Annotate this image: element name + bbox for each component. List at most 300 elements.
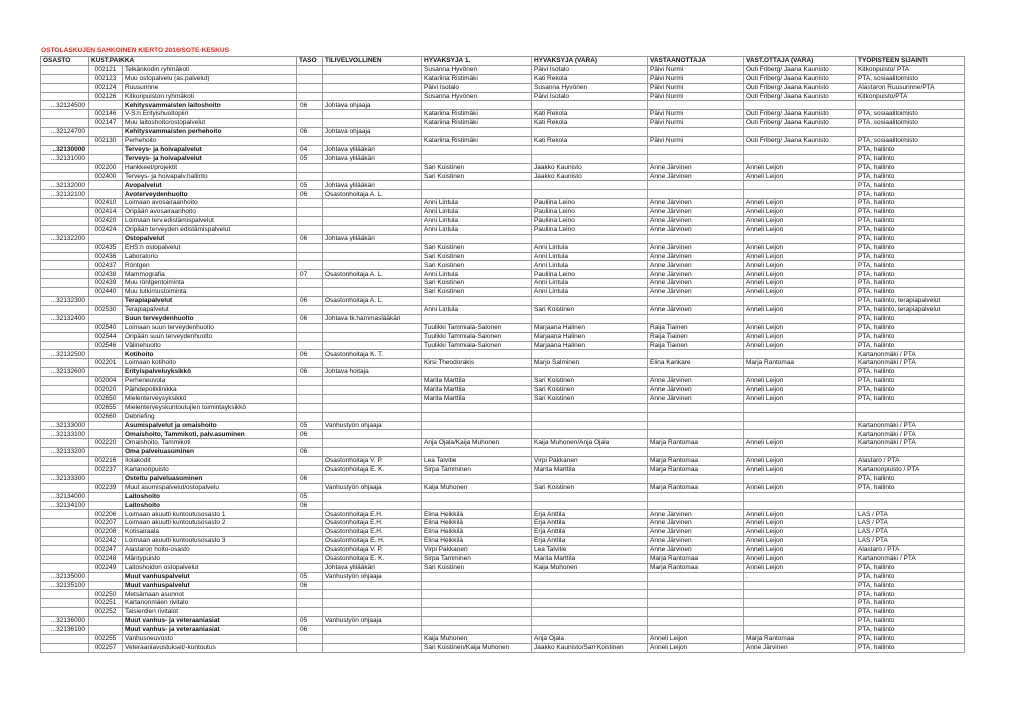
cell-tilivelvollinen — [323, 65, 422, 74]
cell-tilivelvollinen: Johtava hoitaja — [323, 368, 422, 377]
cell-kustannuspaikka-name: Oripään avosairaanhoito — [123, 208, 297, 217]
cell-tyopisteen-sijainti: PTA, hallinto — [856, 643, 965, 652]
cell-tilivelvollinen — [323, 626, 422, 635]
table-row — [41, 519, 965, 528]
cell-tilivelvollinen: Osastonhoitaja E.H. — [323, 519, 422, 528]
table-row — [41, 465, 965, 474]
cell-vastaanottaja: Päivi Nurmi — [648, 83, 744, 92]
cell-kustannuspaikka-name: Taisientien rivitalot — [123, 608, 297, 617]
cell-kustannuspaikka-code: 002424 — [89, 225, 123, 234]
cell-tilivelvollinen: Osastonhoitaja V. P. — [323, 545, 422, 554]
cell-vastaanottaja: Päivi Nurmi — [648, 119, 744, 128]
cell-tyopisteen-sijainti: PTA, hallinto — [856, 252, 965, 261]
cell-tyopisteen-sijainti: PTA, hallinto — [856, 483, 965, 492]
cell-hyvaksyja-vara: Marjaana Halinen — [532, 323, 648, 332]
table-row — [41, 225, 965, 234]
cell-kustannuspaikka-code: 002660 — [89, 412, 123, 421]
cell-hyvaksyja-vara: Marita Marttila — [532, 554, 648, 563]
header-tyopisteen-sijainti: TYÖPISTEEN SIJAINTI — [856, 57, 965, 66]
cell-kustannuspaikka-name: Erityispalveluyksikkö — [123, 368, 297, 377]
cell-hyvaksyja-vara: Sari Koistinen — [532, 394, 648, 403]
cell-kustannuspaikka-code: 002544 — [89, 332, 123, 341]
cell-tilivelvollinen: Osastonhoitaja K. T. — [323, 350, 422, 359]
cell-kustannuspaikka-code: 002216 — [89, 457, 123, 466]
cell-taso — [297, 439, 323, 448]
cell-kustannuspaikka-name: Muu ostopalvelu (as.palvelut) — [123, 74, 297, 83]
cell-vastaanottaja — [648, 190, 744, 199]
cell-tyopisteen-sijainti: Kartanonmäki / PTA — [856, 359, 965, 368]
cell-tilivelvollinen — [323, 217, 422, 226]
cell-kustannuspaikka-code — [89, 572, 123, 581]
cell-vastaanottaja: Anne Järvinen — [648, 288, 744, 297]
cell-kustannuspaikka-name: Omaishoito, Tammikoti, palv.asuminen — [123, 430, 297, 439]
cell-tyopisteen-sijainti: LAS / PTA — [856, 510, 965, 519]
cell-hyvaksyja-1 — [422, 501, 532, 510]
cell-hyvaksyja-1: Sari Koistinen/Kaija Muhonen — [422, 643, 532, 652]
cell-osasto — [41, 643, 89, 652]
cell-tyopisteen-sijainti — [856, 412, 965, 421]
cell-kustannuspaikka-code: 002208 — [89, 528, 123, 537]
table-row-section — [41, 297, 965, 306]
cell-hyvaksyja-vara — [532, 128, 648, 137]
cell-kustannuspaikka-name: Kartanonpuisto — [123, 465, 297, 474]
cell-tyopisteen-sijainti: Kartanonmäki / PTA — [856, 439, 965, 448]
cell-osasto — [41, 243, 89, 252]
cell-vastaanottaja-vara — [744, 430, 856, 439]
cell-kustannuspaikka-code — [89, 190, 123, 199]
cell-hyvaksyja-1: Anni Lintula — [422, 217, 532, 226]
cell-kustannuspaikka-name: Laitoshoito — [123, 501, 297, 510]
cell-kustannuspaikka-code: 002414 — [89, 208, 123, 217]
table-row — [41, 403, 965, 412]
cell-taso — [297, 199, 323, 208]
cell-tilivelvollinen: Osastonhoitaja A. L. — [323, 297, 422, 306]
table-row-section — [41, 421, 965, 430]
cell-taso: 06 — [297, 190, 323, 199]
cell-kustannuspaikka-name: Kehitysvammaisten laitoshoito — [123, 101, 297, 110]
table-row — [41, 279, 965, 288]
cell-vastaanottaja-vara: Anneli Leijon — [744, 252, 856, 261]
cell-kustannuspaikka-code: 002201 — [89, 359, 123, 368]
cell-osasto: ...32132300 — [41, 297, 89, 306]
cell-taso — [297, 332, 323, 341]
cell-kustannuspaikka-code: 002249 — [89, 563, 123, 572]
cell-kustannuspaikka-name: Kitkonpuiston ryhmäkoti — [123, 92, 297, 101]
cell-tilivelvollinen — [323, 110, 422, 119]
cell-tyopisteen-sijainti: PTA, hallinto — [856, 225, 965, 234]
cell-vastaanottaja: Anne Järvinen — [648, 377, 744, 386]
cell-taso: 06 — [297, 501, 323, 510]
cell-tilivelvollinen — [323, 208, 422, 217]
cell-tyopisteen-sijainti: PTA, hallinto — [856, 368, 965, 377]
cell-hyvaksyja-1: Tuulikki Tammiala-Salonen — [422, 323, 532, 332]
cell-hyvaksyja-1: Anni Lintula — [422, 199, 532, 208]
cell-vastaanottaja-vara — [744, 448, 856, 457]
cell-hyvaksyja-vara: Erja Anttila — [532, 510, 648, 519]
header-hyvaksyja-vara: HYVAKSYJA (VARA) — [532, 57, 648, 66]
cell-hyvaksyja-vara: Pauliina Leino — [532, 225, 648, 234]
cell-tilivelvollinen — [323, 608, 422, 617]
cell-taso — [297, 590, 323, 599]
cell-hyvaksyja-1: Sirpa Tamminen — [422, 465, 532, 474]
cell-taso: 05 — [297, 572, 323, 581]
cell-tyopisteen-sijainti: PTA, hallinto — [856, 590, 965, 599]
table-row-section — [41, 572, 965, 581]
cell-vastaanottaja-vara: Anneli Leijon — [744, 394, 856, 403]
cell-tyopisteen-sijainti: PTA, hallinto — [856, 279, 965, 288]
cell-kustannuspaikka-code: 002546 — [89, 341, 123, 350]
cell-kustannuspaikka-code: 002247 — [89, 545, 123, 554]
cell-osasto — [41, 563, 89, 572]
approval-table — [40, 56, 965, 653]
cell-hyvaksyja-1: Sari Koistinen — [422, 279, 532, 288]
cell-osasto — [41, 119, 89, 128]
document-title: OSTOLASKUJEN SAHKOINEN KIERTO 2016/SOTE-KESKUS — [41, 47, 230, 54]
cell-taso — [297, 208, 323, 217]
table-row — [41, 83, 965, 92]
cell-osasto — [41, 172, 89, 181]
cell-osasto: ...32132100 — [41, 190, 89, 199]
cell-kustannuspaikka-name: Kotisairaala — [123, 528, 297, 537]
cell-osasto: ...32134100 — [41, 501, 89, 510]
cell-taso: 06 — [297, 581, 323, 590]
cell-kustannuspaikka-name: Loimaan kotihoito — [123, 359, 297, 368]
cell-vastaanottaja-vara: Outi Friberg/ Jaana Kaunisto — [744, 65, 856, 74]
table-row — [41, 457, 965, 466]
cell-tilivelvollinen — [323, 599, 422, 608]
cell-hyvaksyja-vara — [532, 234, 648, 243]
table-row-section — [41, 154, 965, 163]
cell-hyvaksyja-1: Katariina Ristimäki — [422, 110, 532, 119]
cell-hyvaksyja-1: Anja Ojala/Kaija Muhonen — [422, 439, 532, 448]
cell-osasto: ..32130000 — [41, 145, 89, 154]
cell-kustannuspaikka-name: Loimaan terv.edistämispalvelut — [123, 217, 297, 226]
cell-hyvaksyja-vara: Anni Lintula — [532, 279, 648, 288]
cell-tyopisteen-sijainti: PTA, hallinto — [856, 377, 965, 386]
cell-kustannuspaikka-code — [89, 617, 123, 626]
cell-osasto: ...32131000 — [41, 154, 89, 163]
cell-hyvaksyja-1: Sari Koistinen — [422, 261, 532, 270]
table-row-section — [41, 492, 965, 501]
cell-vastaanottaja: Anne Järvinen — [648, 163, 744, 172]
cell-tyopisteen-sijainti — [856, 492, 965, 501]
cell-vastaanottaja — [648, 617, 744, 626]
cell-tyopisteen-sijainti: PTA, hallinto — [856, 572, 965, 581]
table-row — [41, 305, 965, 314]
cell-kustannuspaikka-name: Loimaan akuutti kuntoutusosasto 1 — [123, 510, 297, 519]
cell-hyvaksyja-1: Sari Koistinen — [422, 563, 532, 572]
cell-vastaanottaja — [648, 101, 744, 110]
table-row — [41, 208, 965, 217]
cell-kustannuspaikka-code: 002655 — [89, 403, 123, 412]
cell-osasto: ...32134000 — [41, 492, 89, 501]
cell-vastaanottaja — [648, 448, 744, 457]
cell-vastaanottaja: Anne Järvinen — [648, 225, 744, 234]
cell-tyopisteen-sijainti: Kitkonpuisto/ PTA — [856, 65, 965, 74]
cell-hyvaksyja-vara: Marjaana Halinen — [532, 332, 648, 341]
cell-kustannuspaikka-name: Röntgen — [123, 261, 297, 270]
cell-kustannuspaikka-name: Terapiapalvelut — [123, 297, 297, 306]
cell-vastaanottaja — [648, 297, 744, 306]
header-kustannuspaikka: KUST.PAIKKA — [89, 57, 297, 66]
cell-kustannuspaikka-code — [89, 430, 123, 439]
cell-tyopisteen-sijainti: PTA, hallinto — [856, 626, 965, 635]
cell-osasto: ...32136000 — [41, 617, 89, 626]
cell-taso — [297, 74, 323, 83]
cell-taso — [297, 377, 323, 386]
cell-vastaanottaja: Anne Järvinen — [648, 172, 744, 181]
cell-kustannuspaikka-code: 002242 — [89, 537, 123, 546]
cell-hyvaksyja-1: Anni Lintula — [422, 225, 532, 234]
cell-tilivelvollinen — [323, 332, 422, 341]
cell-tilivelvollinen — [323, 474, 422, 483]
cell-vastaanottaja-vara — [744, 190, 856, 199]
table-row — [41, 172, 965, 181]
cell-tyopisteen-sijainti: PTA, hallinto — [856, 394, 965, 403]
cell-vastaanottaja-vara: Anneli Leijon — [744, 545, 856, 554]
cell-osasto: ...32132000 — [41, 181, 89, 190]
cell-vastaanottaja — [648, 314, 744, 323]
cell-taso — [297, 537, 323, 546]
cell-tyopisteen-sijainti: PTA, hallinto — [856, 323, 965, 332]
table-row — [41, 385, 965, 394]
cell-tilivelvollinen — [323, 412, 422, 421]
header-vastaanottaja: VASTAANOTTAJA — [648, 57, 744, 66]
cell-kustannuspaikka-code — [89, 626, 123, 635]
cell-tyopisteen-sijainti: LAS / PTA — [856, 519, 965, 528]
cell-kustannuspaikka-name: Mielenterveyskuntoutujien toimintayksikkö — [123, 403, 297, 412]
table-row — [41, 590, 965, 599]
cell-hyvaksyja-vara: Erja Anttila — [532, 537, 648, 546]
cell-tilivelvollinen: Osastonhoitaja E. K. — [323, 465, 422, 474]
cell-taso — [297, 412, 323, 421]
table-row — [41, 537, 965, 546]
cell-vastaanottaja-vara: Anneli Leijon — [744, 385, 856, 394]
cell-tyopisteen-sijainti — [856, 501, 965, 510]
cell-kustannuspaikka-name: Muut vanhuspalvelut — [123, 581, 297, 590]
cell-kustannuspaikka-code — [89, 145, 123, 154]
cell-vastaanottaja-vara: Marja Rantomaa — [744, 359, 856, 368]
cell-kustannuspaikka-code — [89, 421, 123, 430]
cell-kustannuspaikka-code: 002255 — [89, 634, 123, 643]
cell-kustannuspaikka-name: Muut vanhus- ja veteraaniasiat — [123, 626, 297, 635]
cell-tilivelvollinen — [323, 430, 422, 439]
cell-kustannuspaikka-code — [89, 492, 123, 501]
cell-osasto — [41, 252, 89, 261]
cell-osasto — [41, 457, 89, 466]
cell-hyvaksyja-1: Sari Koistinen — [422, 252, 532, 261]
cell-hyvaksyja-1: Sari Koistinen — [422, 172, 532, 181]
cell-taso — [297, 510, 323, 519]
cell-kustannuspaikka-code — [89, 181, 123, 190]
cell-tilivelvollinen — [323, 137, 422, 146]
cell-kustannuspaikka-name: Terveys- ja hoivapalvelut — [123, 145, 297, 154]
cell-vastaanottaja-vara: Anneli Leijon — [744, 217, 856, 226]
cell-hyvaksyja-vara: Anni Lintula — [532, 252, 648, 261]
table-row-section — [41, 190, 965, 199]
cell-hyvaksyja-1: Sirpa Tamminen — [422, 554, 532, 563]
cell-vastaanottaja — [648, 590, 744, 599]
cell-hyvaksyja-1 — [422, 234, 532, 243]
cell-hyvaksyja-1 — [422, 492, 532, 501]
cell-tyopisteen-sijainti: Kartanonmäki / PTA — [856, 554, 965, 563]
cell-vastaanottaja-vara — [744, 617, 856, 626]
table-row-section — [41, 181, 965, 190]
cell-kustannuspaikka-name: Ilolakodit — [123, 457, 297, 466]
cell-taso — [297, 65, 323, 74]
cell-taso — [297, 465, 323, 474]
cell-osasto — [41, 163, 89, 172]
cell-taso: 05 — [297, 617, 323, 626]
cell-vastaanottaja: Anne Järvinen — [648, 217, 744, 226]
cell-kustannuspaikka-name: Oma palveluasuminen — [123, 448, 297, 457]
cell-kustannuspaikka-code: 002123 — [89, 74, 123, 83]
cell-tyopisteen-sijainti: PTA, hallinto — [856, 474, 965, 483]
cell-vastaanottaja: Anne Järvinen — [648, 243, 744, 252]
table-row — [41, 199, 965, 208]
cell-tilivelvollinen — [323, 501, 422, 510]
cell-taso — [297, 225, 323, 234]
cell-taso: 06 — [297, 448, 323, 457]
cell-tilivelvollinen: Vanhustyön ohjaaja — [323, 483, 422, 492]
table-row — [41, 92, 965, 101]
cell-tyopisteen-sijainti: PTA, hallinto — [856, 599, 965, 608]
cell-kustannuspaikka-name: Muu röntgentoiminta — [123, 279, 297, 288]
cell-hyvaksyja-vara — [532, 608, 648, 617]
cell-hyvaksyja-1 — [422, 350, 532, 359]
cell-osasto — [41, 545, 89, 554]
cell-tilivelvollinen — [323, 119, 422, 128]
cell-vastaanottaja — [648, 412, 744, 421]
cell-tilivelvollinen: Vanhustyön ohjaaja — [323, 572, 422, 581]
cell-tilivelvollinen — [323, 394, 422, 403]
cell-osasto — [41, 217, 89, 226]
cell-tyopisteen-sijainti: PTA, sosiaalitoimisto — [856, 119, 965, 128]
cell-taso — [297, 83, 323, 92]
cell-taso: 06 — [297, 297, 323, 306]
cell-vastaanottaja-vara: Anneli Leijon — [744, 554, 856, 563]
cell-vastaanottaja: Anneli Leijon — [648, 634, 744, 643]
cell-hyvaksyja-1 — [422, 297, 532, 306]
cell-hyvaksyja-1 — [422, 190, 532, 199]
table-row-section — [41, 626, 965, 635]
table-row — [41, 439, 965, 448]
cell-hyvaksyja-1: Marita Marttila — [422, 377, 532, 386]
cell-kustannuspaikka-name: Mäntypuisto — [123, 554, 297, 563]
cell-taso — [297, 163, 323, 172]
cell-kustannuspaikka-name: Välinehuolto — [123, 341, 297, 350]
cell-hyvaksyja-1 — [422, 590, 532, 599]
cell-taso — [297, 634, 323, 643]
cell-osasto: ...32133300 — [41, 474, 89, 483]
cell-hyvaksyja-1 — [422, 608, 532, 617]
cell-hyvaksyja-1: Elina Heikkilä — [422, 519, 532, 528]
cell-kustannuspaikka-code: 002239 — [89, 483, 123, 492]
cell-tilivelvollinen — [323, 439, 422, 448]
cell-osasto — [41, 394, 89, 403]
cell-taso — [297, 323, 323, 332]
cell-kustannuspaikka-name: Päihdepoliklinikka — [123, 385, 297, 394]
cell-hyvaksyja-1: Elina Heikkilä — [422, 510, 532, 519]
cell-kustannuspaikka-name: Alastaron hoito-osasto — [123, 545, 297, 554]
cell-hyvaksyja-vara: Jaakko Kaunisto — [532, 163, 648, 172]
table-row-section — [41, 430, 965, 439]
cell-hyvaksyja-1 — [422, 368, 532, 377]
table-row — [41, 412, 965, 421]
cell-hyvaksyja-vara — [532, 501, 648, 510]
table-row — [41, 341, 965, 350]
cell-tyopisteen-sijainti: PTA, hallinto — [856, 563, 965, 572]
cell-vastaanottaja-vara: Outi Friberg/ Jaana Kaunisto — [744, 92, 856, 101]
cell-kustannuspaikka-name: Loimaan suun terveydenhuolto — [123, 323, 297, 332]
cell-tilivelvollinen — [323, 305, 422, 314]
table-row — [41, 554, 965, 563]
cell-hyvaksyja-1 — [422, 181, 532, 190]
cell-vastaanottaja: Anne Järvinen — [648, 519, 744, 528]
cell-tyopisteen-sijainti: PTA, hallinto — [856, 208, 965, 217]
table-row — [41, 545, 965, 554]
cell-hyvaksyja-1 — [422, 314, 532, 323]
cell-tyopisteen-sijainti: PTA, hallinto — [856, 199, 965, 208]
cell-hyvaksyja-1: Katariina Ristimäki — [422, 137, 532, 146]
cell-hyvaksyja-vara — [532, 101, 648, 110]
cell-kustannuspaikka-name: Veteraaniavustukset/-kuntoutus — [123, 643, 297, 652]
cell-taso — [297, 457, 323, 466]
cell-vastaanottaja-vara: Anneli Leijon — [744, 510, 856, 519]
cell-hyvaksyja-1 — [422, 626, 532, 635]
cell-vastaanottaja: Anne Järvinen — [648, 199, 744, 208]
cell-kustannuspaikka-code: 002438 — [89, 270, 123, 279]
cell-vastaanottaja-vara — [744, 492, 856, 501]
cell-vastaanottaja: Anne Järvinen — [648, 208, 744, 217]
cell-vastaanottaja: Anne Järvinen — [648, 537, 744, 546]
cell-hyvaksyja-vara — [532, 190, 648, 199]
cell-tilivelvollinen: Osastonhoitaja E.H. — [323, 510, 422, 519]
cell-osasto — [41, 74, 89, 83]
cell-taso — [297, 261, 323, 270]
cell-hyvaksyja-1: Kirsi Theodorakis — [422, 359, 532, 368]
cell-osasto: ...32132600 — [41, 368, 89, 377]
cell-tyopisteen-sijainti: PTA, hallinto — [856, 243, 965, 252]
table-row — [41, 634, 965, 643]
table-row — [41, 261, 965, 270]
cell-kustannuspaikka-code: 002146 — [89, 110, 123, 119]
cell-hyvaksyja-1: Lea Talvitie — [422, 457, 532, 466]
cell-tilivelvollinen — [323, 323, 422, 332]
cell-kustannuspaikka-name: Omaishoito, Tammikoti — [123, 439, 297, 448]
cell-vastaanottaja-vara: Outi Friberg/ Jaana Kaunisto — [744, 74, 856, 83]
cell-kustannuspaikka-code: 002540 — [89, 323, 123, 332]
cell-hyvaksyja-1 — [422, 448, 532, 457]
cell-kustannuspaikka-code: 002124 — [89, 83, 123, 92]
cell-hyvaksyja-vara — [532, 421, 648, 430]
cell-tyopisteen-sijainti: PTA, hallinto — [856, 332, 965, 341]
cell-hyvaksyja-vara — [532, 617, 648, 626]
cell-tilivelvollinen — [323, 385, 422, 394]
cell-osasto — [41, 137, 89, 146]
cell-tilivelvollinen: Osastonhoitaja A. L. — [323, 270, 422, 279]
cell-vastaanottaja: Anne Järvinen — [648, 270, 744, 279]
cell-osasto: ...32132200 — [41, 234, 89, 243]
table-row-section — [41, 474, 965, 483]
cell-kustannuspaikka-name: Terveys- ja hoivapalv.hallinto — [123, 172, 297, 181]
cell-taso — [297, 563, 323, 572]
cell-taso: 05 — [297, 181, 323, 190]
cell-hyvaksyja-1: Kaija Muhonen — [422, 483, 532, 492]
cell-kustannuspaikka-code: 002439 — [89, 279, 123, 288]
cell-vastaanottaja: Raija Tiainen — [648, 323, 744, 332]
cell-kustannuspaikka-name: Hankkeet/projektit — [123, 163, 297, 172]
